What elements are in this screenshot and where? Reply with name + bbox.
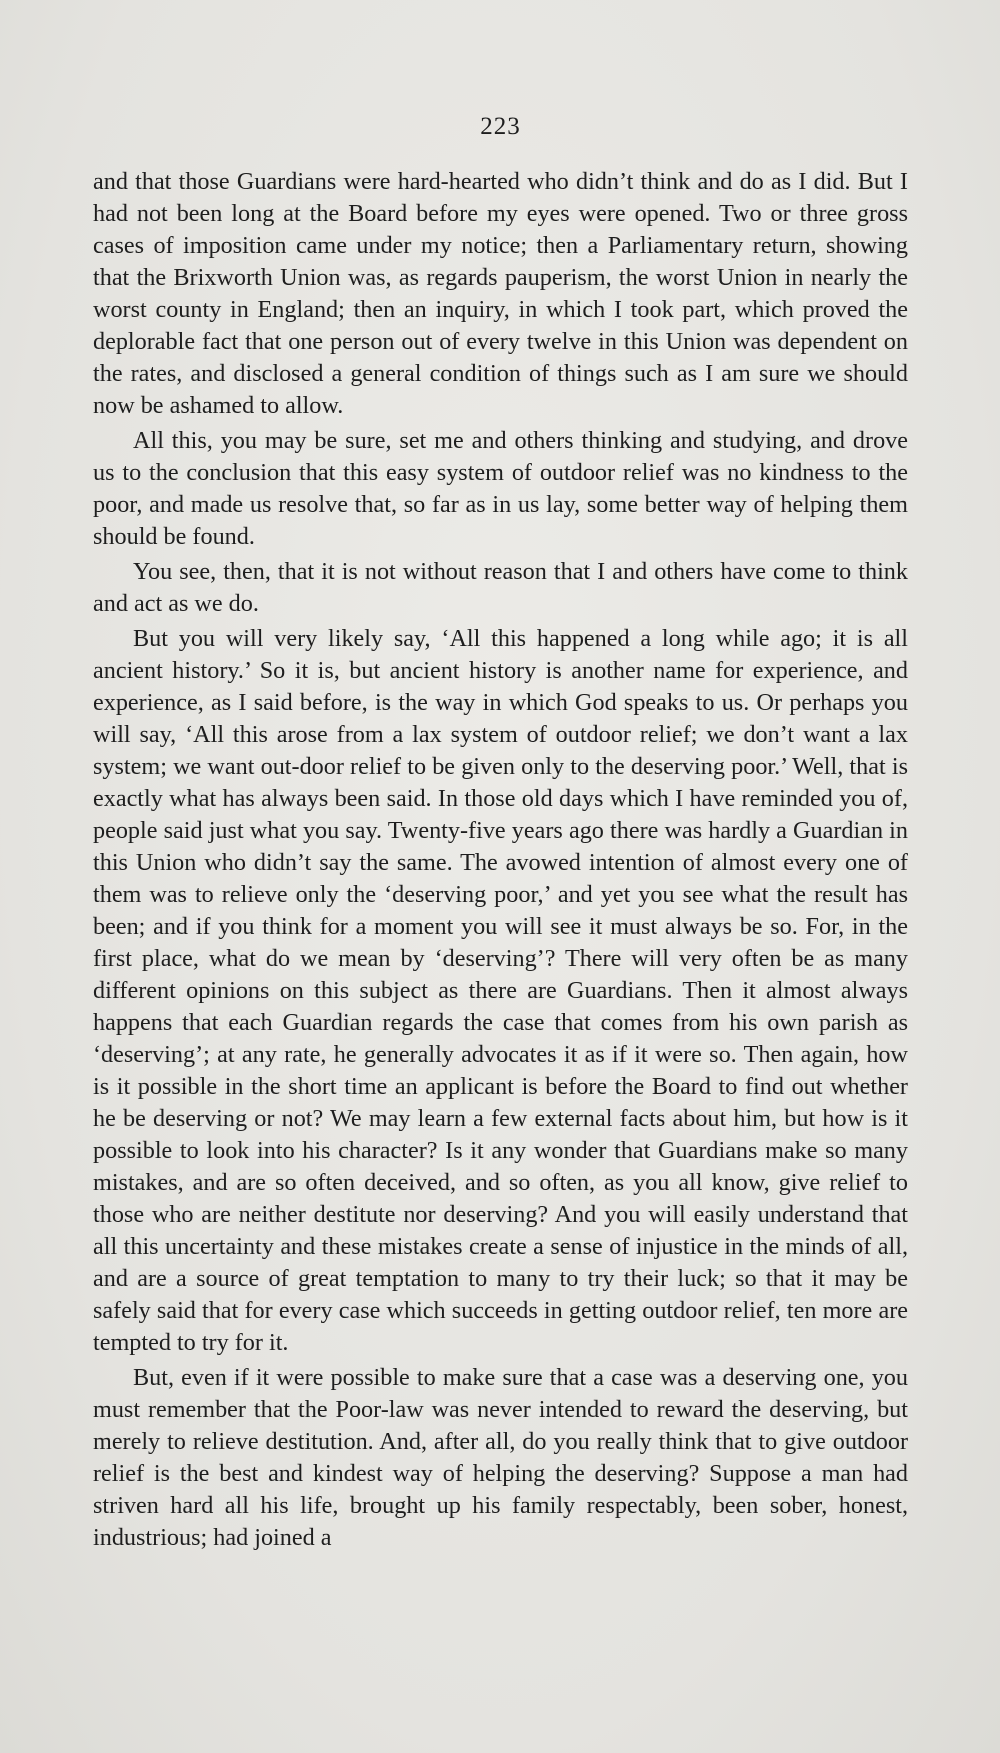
paragraph-4: But you will very likely say, ‘All this happened a long while ago; it is all ancient history.’ So it is, but ancient history is another name for experience, and experience, as I said before, is the way in which God speaks to us. Or perhaps you will say, ‘All this arose from a lax system of outdoor relief; we don’t want a lax system; we want out-door relief to be given only to the deserving poor.’ Well, that is exactly what has always been said. In those old days which I have reminded you of, people said just what you say. Twenty-five years ago there was hardly a Guardian in this Union who didn’t say the same. The avowed intention of almost every one of them was to relieve only the ‘deserving poor,’ and yet you see what the result has been; and if you think for a moment you will see it must always be so. For, in the first place, what do we mean by ‘deserving’? There will very often be as many different opinions on this subject as there are Guardians. Then it almost always happens that each Guardian regards the case that comes from his own parish as ‘deserving’; at any rate, he generally advocates it as if it were so. Then again, how is it possible in the short time an applicant is before the Board to find out whether he be deserving or not? We may learn a few external facts about him, but how is it possible to look into his character? Is it any wonder that Guardians make so many mistakes, and are so often deceived, and so often, as you all know, give relief to those who are neither destitute nor deserving? And you will easily understand that all this uncertainty and these mistakes create a sense of injustice in the minds of all, and are a source of great temptation to many to try their luck; so that it may be safely said that for every case which succeeds in getting outdoor relief, ten more are tempted to try for it. (93, 625, 908, 1356)
paragraph-5: But, even if it were possible to make sure that a case was a deserving one, you must remember that the Poor-law was never intended to reward the deserving, but merely to relieve destitution. And, after all, do you really think that to give outdoor relief is the best and kindest way of helping the deserving? Suppose a man had striven hard all his life, brought up his family respectably, been sober, honest, industrious; had joined a (93, 1364, 908, 1551)
paragraph-1: and that those Guardians were hard-hearted who didn’t think and do as I did. But I had not been long at the Board before my eyes were opened. Two or three gross cases of imposition came under my notice; then a Parliamentary return, showing that the Brixworth Union was, as regards pauperism, the worst Union in nearly the worst county in England; then an inquiry, in which I took part, which proved the deplorable fact that one person out of every twelve in this Union was dependent on the rates, and disclosed a general condition of things such as I am sure we should now be ashamed to allow. (93, 168, 908, 419)
page-number: 223 (480, 113, 521, 140)
body-text (93, 166, 908, 1554)
paragraph-2: All this, you may be sure, set me and others thinking and studying, and drove us to the conclusion that this easy system of outdoor relief was no kindness to the poor, and made us resolve that, so far as in us lay, some better way of helping them should be found. (93, 427, 908, 550)
paragraph-3: You see, then, that it is not without reason that I and others have come to think and act as we do. (93, 558, 908, 617)
